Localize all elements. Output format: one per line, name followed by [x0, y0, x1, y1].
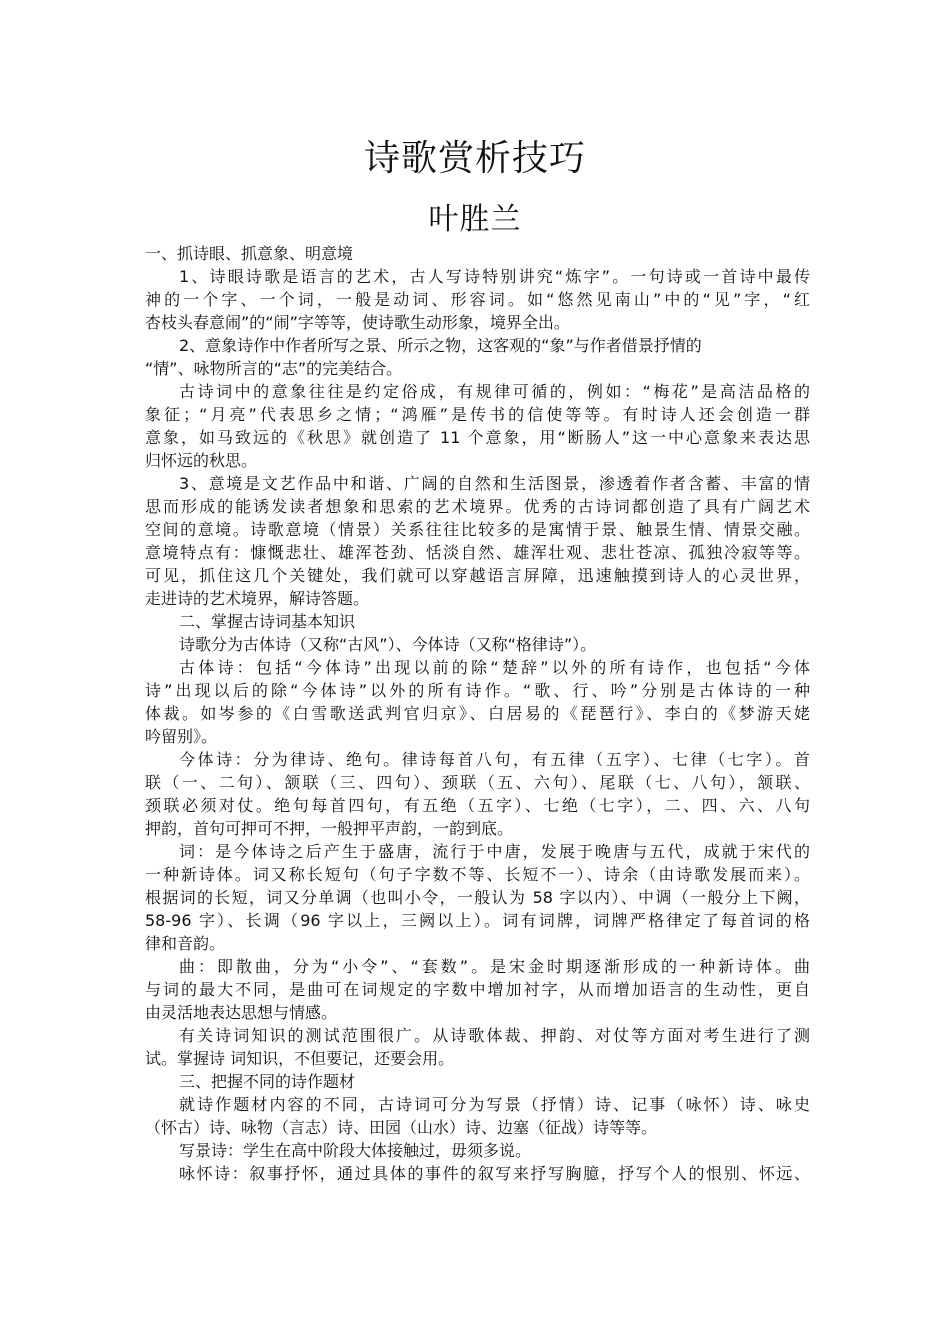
text-line: 试。掌握诗 词知识，不但要记，还要会用。 [145, 1049, 455, 1068]
text-line: 诗歌分为古体诗（又称“古风”）、今体诗（又称“格律诗”）。 [179, 635, 597, 654]
document-title: 诗歌赏析技巧 [363, 138, 586, 179]
text-line: 58-96 字）、长调（96 字以上，三阙以上）。词有词牌，词牌严格律定了每首词的格 [145, 911, 810, 930]
text-line: 意象，如马致远的《秋思》就创造了 11 个意象，用“断肠人”这一中心意象来表达思 [145, 428, 810, 447]
text-line: 杏枝头春意闹”的“闹”字等等，使诗歌生动形象，境界全出。 [145, 313, 570, 332]
text-line: 押韵，首句可押可不押，一般押平声韵，一韵到底。 [145, 819, 514, 838]
text-line: 归怀远的秋思。 [145, 451, 258, 470]
text-line: （怀古）诗、咏物（言志）诗、田园（山水）诗、边塞（征战）诗等等。 [145, 1118, 658, 1137]
text-line: 二、掌握古诗词基本知识 [179, 612, 356, 631]
text-line: 联（一、二句）、颔联（三、四句）、颈联（五、六句）、尾联（七、八句），颔联、 [145, 773, 810, 792]
text-line: 诗”出现以后的除“今体诗”以外的所有诗作。“歌、行、吟”分别是古体诗的一种 [145, 681, 810, 700]
text-line: 词：是今体诗之后产生于盛唐，流行于中唐，发展于晚唐与五代，成就于宋代的 [179, 842, 810, 861]
text-line: 1、诗眼诗歌是语言的艺术，古人写诗特别讲究“炼字”。一句诗或一首诗中最传 [179, 267, 810, 286]
text-line: 3、意境是文艺作品中和谐、广阔的自然和生活图景，渗透着作者含蓄、丰富的情 [179, 474, 810, 493]
text-line: 空间的意境。诗歌意境（情景）关系往往比较多的是寓情于景、触景生情、情景交融。 [145, 520, 810, 539]
text-line: 可见，抓住这几个关键处，我们就可以穿越语言屏障，迅速触摸到诗人的心灵世界， [145, 566, 810, 585]
text-line: 古诗词中的意象往往是约定俗成，有规律可循的，例如：“梅花”是高洁品格的 [179, 382, 810, 401]
document-author: 叶胜兰 [428, 202, 522, 237]
text-line: 2、意象诗作中作者所写之景、所示之物，这客观的“象”与作者借景抒情的 [179, 336, 702, 355]
text-line: 就诗作题材内容的不同，古诗词可分为写景（抒情）诗、记事（咏怀）诗、咏史 [179, 1095, 810, 1114]
text-line: 一、抓诗眼、抓意象、明意境 [145, 244, 354, 263]
text-line: 思而形成的能诱发读者想象和思索的艺术境界。优秀的古诗词都创造了具有广阔艺术 [145, 497, 810, 516]
text-line: 颈联必须对仗。绝句每首四句，有五绝（五字）、七绝（七字），二、四、六、八句 [145, 796, 810, 815]
text-line: 神的一个字、一个词，一般是动词、形容词。如“悠然见南山”中的“见”字，“红 [145, 290, 810, 309]
text-line: 象征；“月亮”代表思乡之情；“鸿雁”是传书的信使等等。有时诗人还会创造一群 [145, 405, 810, 424]
text-line: 写景诗：学生在高中阶段大体接触过，毋须多说。 [179, 1141, 532, 1160]
text-line: 一种新诗体。词又称长短句（句子字数不等、长短不一）、诗余（由诗歌发展而来）。 [145, 865, 810, 884]
text-line: 有关诗词知识的测试范围很广。从诗歌体裁、押韵、对仗等方面对考生进行了测 [179, 1026, 810, 1045]
text-line: 体裁。如岑参的《白雪歌送武判官归京》、白居易的《琵琶行》、李白的《梦游天姥 [145, 704, 810, 723]
document-body [145, 242, 810, 1185]
text-line: 由灵活地表达思想与情感。 [145, 1003, 338, 1022]
text-line: 今体诗：分为律诗、绝句。律诗每首八句，有五律（五字）、七律（七字）。首 [179, 750, 810, 769]
text-line: 律和音韵。 [145, 934, 226, 953]
text-line: 走进诗的艺术境界，解诗答题。 [145, 589, 370, 608]
text-line: 古体诗：包括“今体诗”出现以前的除“楚辞”以外的所有诗作，也包括“今体 [179, 658, 810, 677]
text-line: “情”、咏物所言的“志”的完美结合。 [145, 359, 403, 378]
text-line: 曲：即散曲，分为“小令”、“套数”。是宋金时期逐渐形成的一种新诗体。曲 [179, 957, 810, 976]
text-line: 意境特点有：慷慨悲壮、雄浑苍劲、恬淡自然、雄浑壮观、悲壮苍凉、孤独冷寂等等。 [145, 543, 810, 562]
text-line: 吟留别》。 [145, 727, 218, 746]
text-line: 三、把握不同的诗作题材 [179, 1072, 356, 1091]
text-line: 咏怀诗：叙事抒怀，通过具体的事件的叙写来抒写胸臆，抒写个人的恨别、怀远、 [179, 1164, 810, 1183]
text-line: 与词的最大不同，是曲可在词规定的字数中增加衬字，从而增加语言的生动性，更自 [145, 980, 810, 999]
text-line: 根据词的长短，词又分单调（也叫小令，一般认为 58 字以内）、中调（一般分上下阙， [145, 888, 810, 907]
